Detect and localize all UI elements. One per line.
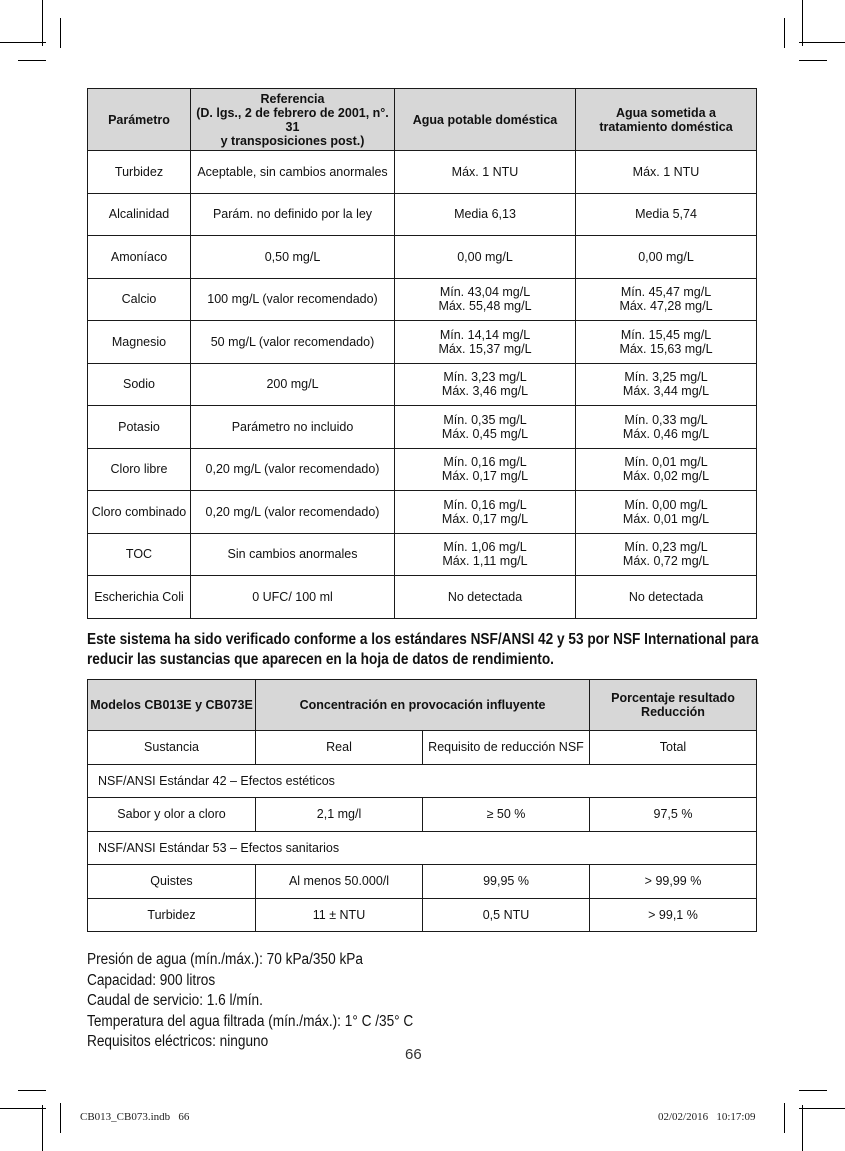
cell: 0,20 mg/L (valor recomendado) (191, 448, 395, 491)
cell: Parám. no definido por la ley (191, 193, 395, 236)
spec-water-pressure: Presión de agua (mín./máx.): 70 kPa/350 kPa (87, 951, 363, 968)
footer-timestamp: 02/02/2016 10:17:09 (658, 1111, 756, 1123)
header-reference: Referencia (D. lgs., 2 de febrero de 2001, n°. 31 y transposiciones post.) (191, 89, 395, 151)
cell: 11 ± NTU (256, 898, 423, 932)
cell: 0,00 mg/L (395, 236, 576, 279)
cell: 0,20 mg/L (valor recomendado) (191, 491, 395, 534)
cell: 200 mg/L (191, 363, 395, 406)
certification-paragraph: Este sistema ha sido verificado conforme a los estándares NSF/ANSI 42 y 53 por NSF International para reducir las sustancias que aparecen en la hoja de datos de rendimiento. (87, 631, 759, 668)
cell: Mín. 14,14 mg/L Máx. 15,37 mg/L (395, 321, 576, 364)
cell: 0 UFC/ 100 ml (191, 576, 395, 619)
cell: Mín. 0,23 mg/L Máx. 0,72 mg/L (576, 533, 757, 576)
cell: Mín. 1,06 mg/L Máx. 1,11 mg/L (395, 533, 576, 576)
cell: Magnesio (88, 321, 191, 364)
cell: 0,50 mg/L (191, 236, 395, 279)
section-row (88, 764, 757, 798)
table-row (88, 533, 757, 576)
subheader-total: Total (590, 731, 757, 765)
cell: Mín. 45,47 mg/L Máx. 47,28 mg/L (576, 278, 757, 321)
table-row (88, 865, 757, 899)
header-parameter: Parámetro (88, 89, 191, 151)
table-row (88, 576, 757, 619)
table-row (88, 193, 757, 236)
cell: Mín. 3,23 mg/L Máx. 3,46 mg/L (395, 363, 576, 406)
cell: TOC (88, 533, 191, 576)
parameters-table (87, 88, 757, 619)
cell: Sin cambios anormales (191, 533, 395, 576)
nsf-performance-table (87, 679, 757, 932)
cell: 100 mg/L (valor recomendado) (191, 278, 395, 321)
cell: Cloro combinado (88, 491, 191, 534)
cell: Máx. 1 NTU (576, 151, 757, 194)
header-concentration: Concentración en provocación influyente (256, 680, 590, 731)
cell: Media 5,74 (576, 193, 757, 236)
cell: Sabor y olor a cloro (88, 798, 256, 832)
page-number: 66 (405, 1046, 422, 1063)
table-row (88, 236, 757, 279)
cell: Turbidez (88, 898, 256, 932)
header-treated-water: Agua sometida a tratamiento doméstica (576, 89, 757, 151)
subheader-real: Real (256, 731, 423, 765)
table-row (88, 406, 757, 449)
spec-electrical: Requisitos eléctricos: ninguno (87, 1033, 269, 1050)
cell: Mín. 0,00 mg/L Máx. 0,01 mg/L (576, 491, 757, 534)
cell: No detectada (395, 576, 576, 619)
cell: 2,1 mg/l (256, 798, 423, 832)
section-standard-42: NSF/ANSI Estándar 42 – Efectos estéticos (88, 764, 757, 798)
cell: Alcalinidad (88, 193, 191, 236)
table-header-row (88, 680, 757, 731)
cell: Mín. 43,04 mg/L Máx. 55,48 mg/L (395, 278, 576, 321)
table-row (88, 151, 757, 194)
table-row (88, 363, 757, 406)
section-standard-53: NSF/ANSI Estándar 53 – Efectos sanitarios (88, 831, 757, 865)
cell: Media 6,13 (395, 193, 576, 236)
spec-flow-rate: Caudal de servicio: 1.6 l/mín. (87, 992, 263, 1009)
subheader-row (88, 731, 757, 765)
cell: Amoníaco (88, 236, 191, 279)
table-row (88, 321, 757, 364)
cell: Cloro libre (88, 448, 191, 491)
cell: > 99,1 % (590, 898, 757, 932)
header-domestic-water: Agua potable doméstica (395, 89, 576, 151)
cell: Al menos 50.000/l (256, 865, 423, 899)
cell: Mín. 0,33 mg/L Máx. 0,46 mg/L (576, 406, 757, 449)
cell: Parámetro no incluido (191, 406, 395, 449)
footer-file-name: CB013_CB073.indb 66 (80, 1111, 190, 1123)
cell: Aceptable, sin cambios anormales (191, 151, 395, 194)
cell: Mín. 15,45 mg/L Máx. 15,63 mg/L (576, 321, 757, 364)
subheader-nsf-requirement: Requisito de reducción NSF (423, 731, 590, 765)
spec-temperature: Temperatura del agua filtrada (mín./máx.): 1° C /35° C (87, 1012, 414, 1030)
spec-capacity: Capacidad: 900 litros (87, 971, 216, 989)
header-models: Modelos CB013E y CB073E (88, 680, 256, 731)
cell: Mín. 0,16 mg/L Máx. 0,17 mg/L (395, 491, 576, 534)
cell: Turbidez (88, 151, 191, 194)
cell: Máx. 1 NTU (395, 151, 576, 194)
cell: Mín. 0,01 mg/L Máx. 0,02 mg/L (576, 448, 757, 491)
cell: 50 mg/L (valor recomendado) (191, 321, 395, 364)
table-row (88, 448, 757, 491)
header-reduction-percent: Porcentaje resultado Reducción (590, 680, 757, 731)
cell: Quistes (88, 865, 256, 899)
table-row (88, 798, 757, 832)
cell: > 99,99 % (590, 865, 757, 899)
table-header-row (88, 89, 757, 151)
cell: 0,5 NTU (423, 898, 590, 932)
table-row (88, 278, 757, 321)
cell: Mín. 3,25 mg/L Máx. 3,44 mg/L (576, 363, 757, 406)
cell: 97,5 % (590, 798, 757, 832)
cell: Calcio (88, 278, 191, 321)
table-row (88, 898, 757, 932)
cell: 0,00 mg/L (576, 236, 757, 279)
cell: No detectada (576, 576, 757, 619)
cell: 99,95 % (423, 865, 590, 899)
table-row (88, 491, 757, 534)
cell: Mín. 0,16 mg/L Máx. 0,17 mg/L (395, 448, 576, 491)
cell: Mín. 0,35 mg/L Máx. 0,45 mg/L (395, 406, 576, 449)
cell: Potasio (88, 406, 191, 449)
cell: Sodio (88, 363, 191, 406)
cell: ≥ 50 % (423, 798, 590, 832)
subheader-substance: Sustancia (88, 731, 256, 765)
section-row (88, 831, 757, 865)
cell: Escherichia Coli (88, 576, 191, 619)
specifications-list (87, 950, 413, 1053)
